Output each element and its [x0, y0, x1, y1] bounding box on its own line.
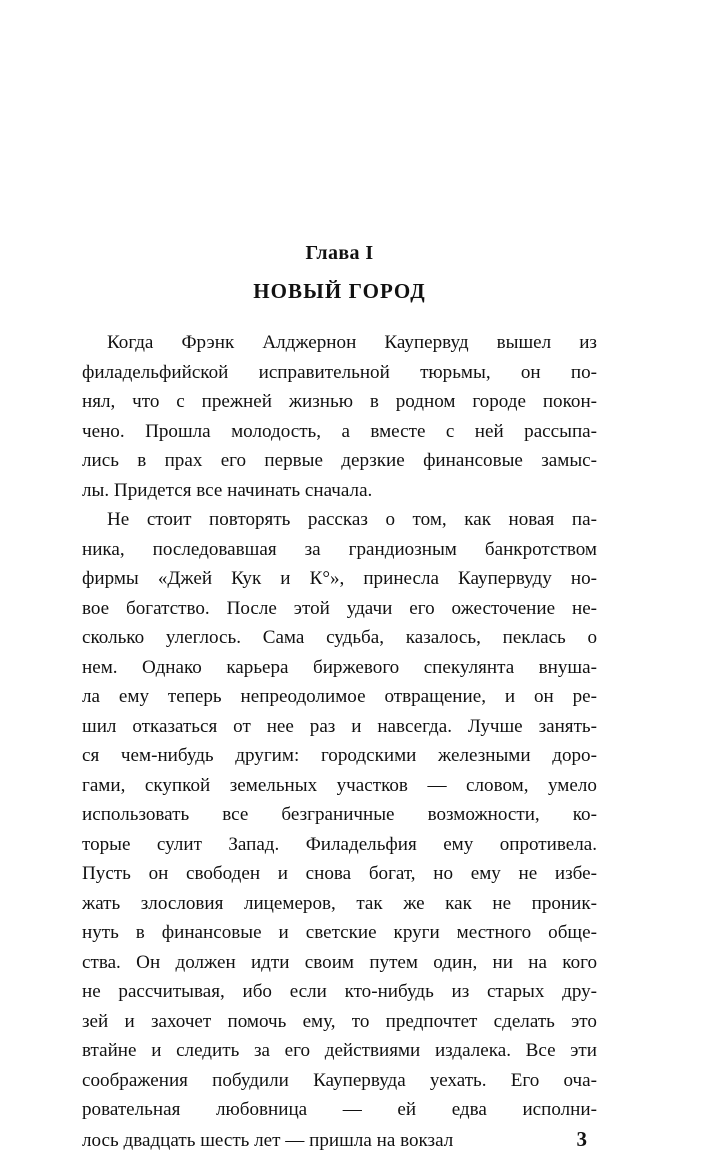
text-line: торые сулит Запад. Филадельфия ему опротивела.	[82, 830, 597, 860]
page-number: 3	[577, 1125, 598, 1155]
text-line: шил отказаться от нее раз и навсегда. Лучше занять-	[82, 712, 597, 742]
text-line: ства. Он должен идти своим путем один, ни на кого	[82, 948, 597, 978]
text-line: ся чем-нибудь другим: городскими железными доро-	[82, 741, 597, 771]
text-line: сколько улеглось. Сама судьба, казалось, пеклась о	[82, 623, 597, 653]
text-line: Не стоит повторять рассказ о том, как новая па-	[82, 505, 597, 535]
text-line: не рассчитывая, ибо если кто-нибудь из старых дру-	[82, 977, 597, 1007]
text-line: лись в прах его первые дерзкие финансовые замыс-	[82, 446, 597, 476]
text-line: чено. Прошла молодость, а вместе с ней рассыпа-	[82, 417, 597, 447]
chapter-number: Глава I	[82, 243, 597, 263]
paragraph-1	[82, 328, 597, 505]
text-line: вое богатство. После этой удачи его ожесточение не-	[82, 594, 597, 624]
paragraph-2	[82, 505, 597, 1155]
text-line: жать злословия лицемеров, так же как не проник-	[82, 889, 597, 919]
text-line: гами, скупкой земельных участков — словом, умело	[82, 771, 597, 801]
text-line: нуть в финансовые и светские круги местного обще-	[82, 918, 597, 948]
text-line: филадельфийской исправительной тюрьмы, он по-	[82, 358, 597, 388]
text-line: зей и захочет помочь ему, то предпочтет сделать это	[82, 1007, 597, 1037]
text-line: ла ему теперь непреодолимое отвращение, и он ре-	[82, 682, 597, 712]
text-line: Когда Фрэнк Алджернон Каупервуд вышел из	[82, 328, 597, 358]
last-line-with-folio	[82, 1125, 597, 1155]
text-line: ровательная любовница — ей едва исполни-	[82, 1095, 597, 1125]
text-line: нял, что с прежней жизнью в родном городе покон-	[82, 387, 597, 417]
text-block	[82, 243, 597, 1155]
text-line: фирмы «Джей Кук и К°», принесла Каупервуду но-	[82, 564, 597, 594]
text-line: лы. Придется все начинать сначала.	[82, 476, 597, 506]
text-line: ника, последовавшая за грандиозным банкротством	[82, 535, 597, 565]
text-line: втайне и следить за его действиями издалека. Все эти	[82, 1036, 597, 1066]
text-line: лось двадцать шесть лет — пришла на вокзал	[82, 1126, 453, 1155]
text-line: использовать все безграничные возможности, ко-	[82, 800, 597, 830]
text-line: нем. Однако карьера биржевого спекулянта внуша-	[82, 653, 597, 683]
text-line: Пусть он свободен и снова богат, но ему не избе-	[82, 859, 597, 889]
chapter-title: НОВЫЙ ГОРОД	[82, 281, 597, 302]
text-line: соображения побудили Каупервуда уехать. Его оча-	[82, 1066, 597, 1096]
